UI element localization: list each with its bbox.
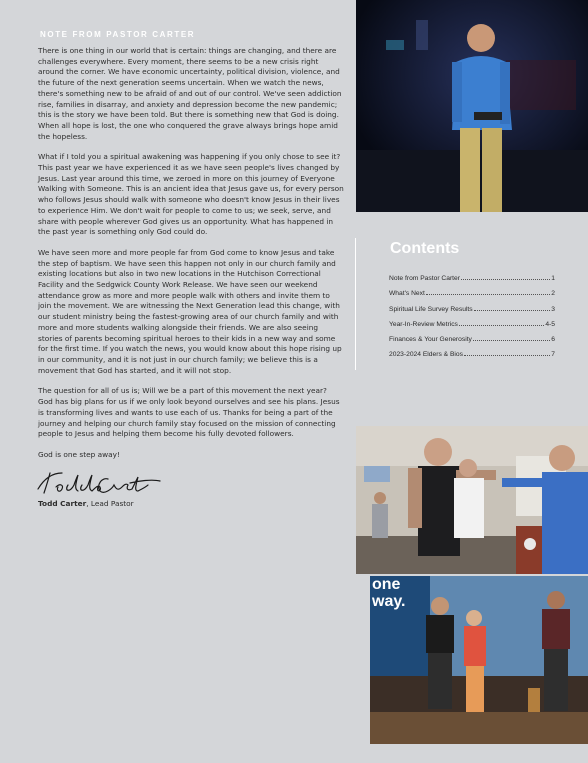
toc-label: Note from Pastor Carter <box>389 275 460 282</box>
section-title: NOTE FROM PASTOR CARTER <box>40 30 196 39</box>
toc-page-number: 3 <box>551 305 555 313</box>
letter-paragraph-1: There is one thing in our world that is certain: things are changing, and there are challenges everywhere. Every moment, there seems to be a new crisis right around the corner. We have economic uncertainty, political division, violence, and the future of the next generation seems uncertain. When we watch the news, there's something new to be afraid of and out of our control. We've seen addiction rise, families in disarray, and anxiety and depression become the new pandemic; this is the story we have been told. But there is something new that God is doing. When all hope is lost, the one who conquered the grave always brings hope amid the hopeless. <box>38 46 342 141</box>
letter-paragraph-3: We have seen more and more people far from God come to know Jesus and take the step of baptism. We have seen this happen not only in our church family and existing locations but also in two new locations in the Hutchison Correctional Facility and the Sedgwick County Work Release. We have seen our weekend attendance grow as more and more people walk with others and invite them to join the movement. We are witnessing the Next Generation lead this change, with our student ministry being the fastest-growing area of our church family and with more and more students walking alongside their friends. We are also seeing stories of parents becoming spiritual heroes to their kids in a new way and some for the first time. If you watch the news, you would know about this hope rising up in our community, and it is not just in our church family; we believe this is a movement that God has started, and it will not stop. <box>38 247 342 375</box>
toc-item[interactable] <box>389 336 555 351</box>
toc-leader-dots <box>461 278 550 280</box>
signer-name: Todd Carter <box>38 498 87 508</box>
toc-page-number: 7 <box>551 351 555 359</box>
toc-page-number: 4-5 <box>545 320 555 328</box>
toc-item[interactable] <box>389 290 555 305</box>
toc-leader-dots <box>426 293 550 295</box>
contents-title: Contents <box>390 240 460 257</box>
column-divider <box>355 238 356 370</box>
toc-label: Spiritual Life Survey Results <box>389 305 473 313</box>
signer-role: , Lead Pastor <box>86 498 134 508</box>
celebration-photo <box>356 426 588 574</box>
signature-image <box>34 467 164 497</box>
signature-line <box>38 499 344 508</box>
toc-leader-dots <box>464 354 550 356</box>
screen-text-way: way. <box>372 593 406 610</box>
pastor-stage-illustration <box>356 0 588 212</box>
toc-item[interactable] <box>389 306 555 321</box>
toc-page-number: 2 <box>551 290 555 298</box>
toc-leader-dots <box>474 309 551 311</box>
pastor-letter <box>38 30 344 508</box>
celebration-illustration <box>356 426 588 574</box>
toc-item[interactable] <box>389 275 555 290</box>
table-of-contents <box>389 240 555 367</box>
stage-group-photo <box>370 576 588 744</box>
toc-leader-dots <box>459 324 544 326</box>
screen-text-one: one <box>372 576 401 593</box>
toc-label: 2023-2024 Elders & Bios <box>389 351 463 359</box>
toc-leader-dots <box>473 339 550 341</box>
toc-item[interactable] <box>389 321 555 336</box>
toc-page-number: 6 <box>551 336 555 344</box>
toc-label: Year-In-Review Metrics <box>389 320 458 328</box>
toc-label: Finances & Your Generosity <box>389 336 472 344</box>
pastor-stage-photo <box>356 0 588 212</box>
toc-label: What's Next <box>389 290 425 298</box>
letter-paragraph-4: The question for all of us is; Will we be a part of this movement the next year? God has big plans for us if we only look beyond ourselves and see his plans. Jesus is transforming lives and wants to use each of us. Thanks for being a part of the journey and helping our church family stay focused on the mission of connecting people to Jesus and helping them become his fully devoted followers. <box>38 386 340 439</box>
closing-line: God is one step away! <box>38 449 120 459</box>
letter-paragraph-2: What if I told you a spiritual awakening was happening if you only chose to see it? This past year we have experienced it as we have seen people's lives changed by Jesus. Last year around this time, we zeroed in more on this journey of Everyone Walking with Someone. This is an ancient idea that Jesus gave us, for every person who follows Jesus should walk with someone who doesn't know Jesus in their lives to experience Him. We don't wait for people to come to us; we seek, serve, and share with people wherever God gives us an opportunity. What has happened in the past year is something only God could do. <box>38 152 344 237</box>
toc-page-number: 1 <box>551 275 555 282</box>
toc-item[interactable] <box>389 351 555 366</box>
